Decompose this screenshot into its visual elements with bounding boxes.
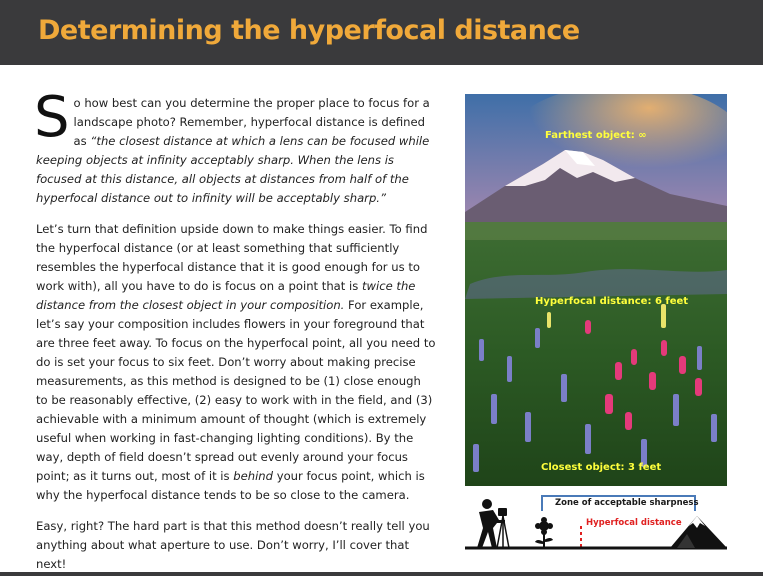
landscape-illustration xyxy=(465,94,727,486)
page-title: Determining the hyperfocal distance xyxy=(38,15,580,46)
landscape-photo xyxy=(465,94,727,486)
hyperfocal-diagram xyxy=(465,490,727,554)
paragraph-3: Easy, right? The hard part is that this method doesn’t really tell you anything about what aperture to use. Don’t worry, I’ll cover that next! xyxy=(36,519,430,571)
definition-quote: “the closest distance at which a lens can be focused while keeping objects at infinity acceptably sharp. When the lens is focused at this distance, all objects at distances from half of the hyperfocal distance out to infinity will be acceptably sharp.” xyxy=(36,134,430,205)
label-hyperfocal-distance: Hyperfocal distance: 6 feet xyxy=(535,296,689,307)
paragraph-1: So how best can you determine the proper place to focus for a landscape photo? Remember, hyperfocal distance is defined as “the closest distance at which a lens can be focused while keeping objects at infinity acceptably sharp. When the lens is focused at this distance, all objects at distances from half of the hyperfocal distance out to infinity will be acceptably sharp.” xyxy=(34,85,430,205)
header-bar xyxy=(0,0,763,65)
drop-cap: S xyxy=(34,85,70,150)
hyperfocal-distance-label: Hyperfocal distance xyxy=(586,518,682,528)
label-closest-object: Closest object: 3 feet xyxy=(541,462,662,473)
article-body xyxy=(34,85,436,586)
bottom-rule xyxy=(0,572,763,576)
zone-of-acceptable-sharpness-label: Zone of acceptable sharpness xyxy=(555,498,699,508)
paragraph-2: Let’s turn that definition upside down to make things easier. To find the hyperfocal distance (or at least something that sufficiently resembles the hyperfocal distance that it is good enough for us to work with), all you have to do is focus on a point that is twice the distance from the closest object in your composition. For example, let’s say your composition includes flowers in your foreground that are three feet away. To focus on the hyperfocal point, all you need to do is set your focus to six feet. Don’t worry about making precise measurements, as this method is designed to be (1) close enough to be reasonably effective, (2) easy to work with in the field, and (3) achievable with a minimum amount of thought (which is extremely useful when working in fast-changing lighting conditions). By the way, depth of field doesn’t spread out evenly around your focus point; as it turns out, most of it is behind your focus point, which is why the hyperfocal distance tends to be so close to the camera. xyxy=(36,222,436,502)
photographer-with-tripod-icon xyxy=(477,499,509,548)
label-farthest-object: Farthest object: ∞ xyxy=(545,130,647,141)
flower-icon xyxy=(535,517,553,548)
